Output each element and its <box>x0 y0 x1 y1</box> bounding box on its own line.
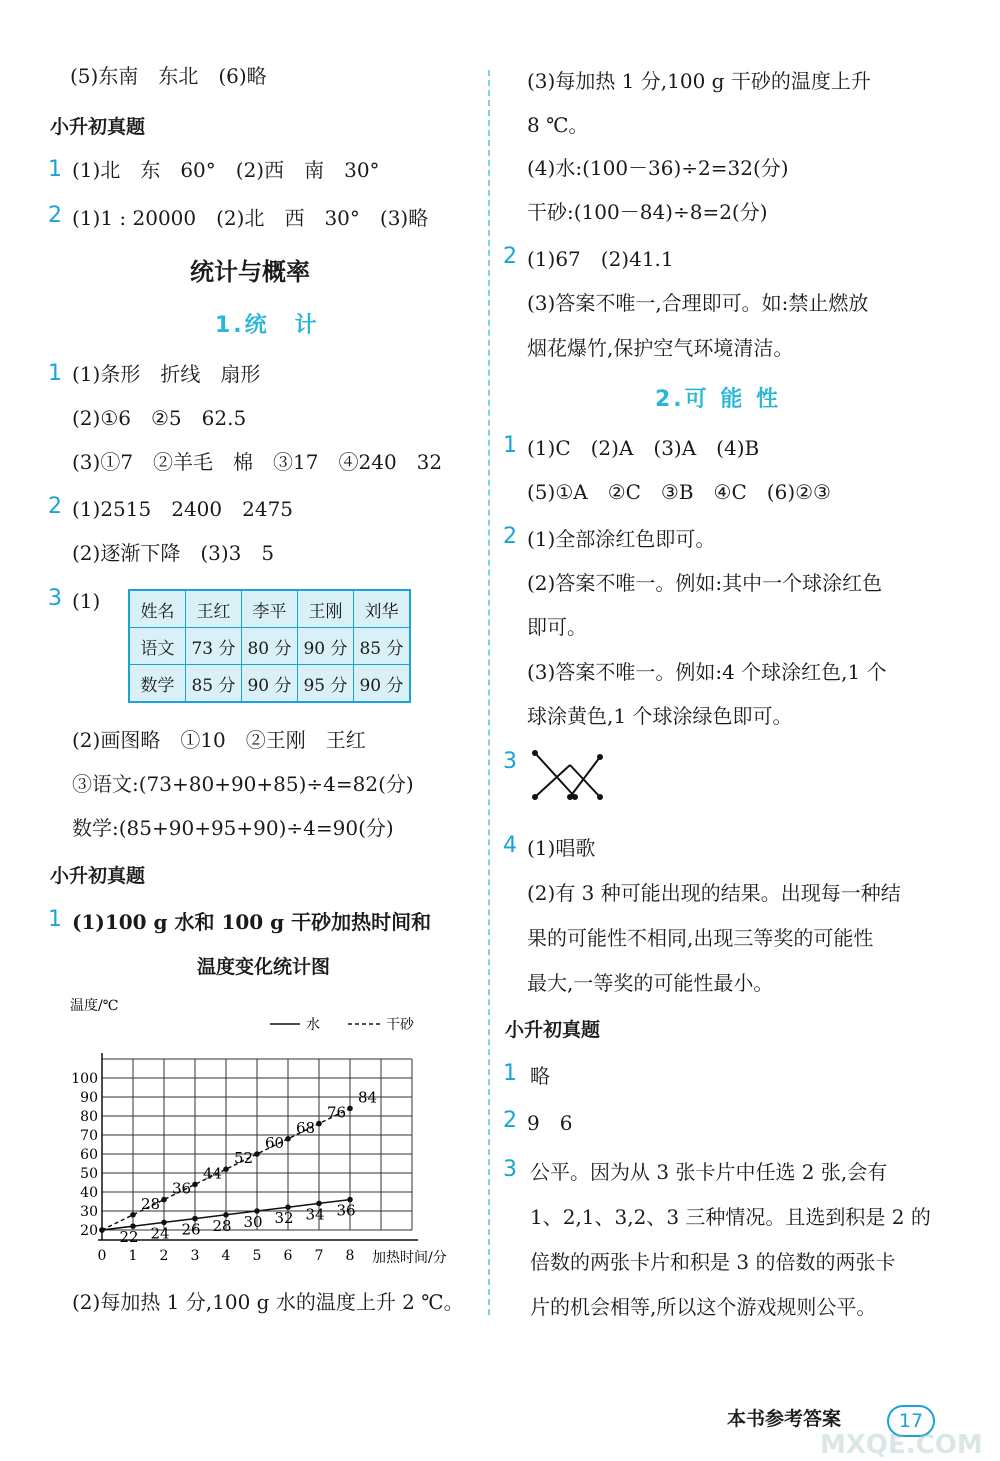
table-cell: 数学 <box>129 665 186 703</box>
score-table <box>128 589 411 703</box>
table-row <box>129 628 410 665</box>
data-point <box>254 1151 260 1157</box>
data-label: 28 <box>141 1194 161 1213</box>
data-label: 36 <box>172 1179 192 1198</box>
table-cell: 90 分 <box>354 665 411 703</box>
data-label: 30 <box>243 1213 263 1231</box>
line-chart <box>60 990 490 1280</box>
x-tick-label: 2 <box>159 1248 169 1264</box>
table-cell: 95 分 <box>298 665 354 703</box>
data-label: 84 <box>358 1088 378 1107</box>
table-cell: 语文 <box>129 628 186 665</box>
text-line: (1)北 东 60° (2)西 南 30° <box>72 158 380 182</box>
y-tick-label: 50 <box>80 1166 98 1182</box>
question-number: 2 <box>503 244 517 269</box>
text-line: (2)有 3 种可能出现的结果。出现每一种结 <box>527 881 901 905</box>
data-label: 52 <box>234 1149 254 1168</box>
text-line: 烟花爆竹,保护空气环境清洁。 <box>527 336 794 360</box>
question-number: 4 <box>503 833 517 858</box>
dot <box>532 794 538 800</box>
data-point <box>130 1212 136 1218</box>
match-line <box>535 765 570 797</box>
table-cell: 90 分 <box>298 628 354 665</box>
text-line: (2)答案不唯一。例如:其中一个球涂红色 <box>527 571 883 595</box>
text-line: 公平。因为从 3 张卡片中任选 2 张,会有 <box>530 1160 888 1184</box>
question-number: 2 <box>503 524 517 549</box>
text-line: 数学:(85+90+95+90)÷4=90(分) <box>72 816 394 840</box>
question-number: 2 <box>48 494 62 519</box>
page-number: 17 <box>887 1405 935 1437</box>
dot <box>532 750 538 756</box>
x-tick-label: 0 <box>97 1248 107 1264</box>
subsection-title: 2.可 能 性 <box>655 387 781 412</box>
data-label: 60 <box>265 1134 285 1152</box>
text-line: (1)C (2)A (3)A (4)B <box>527 436 760 460</box>
text-line: (3)①7 ②羊毛 棉 ③17 ④240 32 <box>72 450 443 474</box>
section-heading: 小升初真题 <box>50 116 146 138</box>
text-line: (5)东南 东北 (6)略 <box>70 64 267 88</box>
data-point <box>316 1121 322 1127</box>
text-line: (1)67 (2)41.1 <box>527 247 674 271</box>
table-cell: 姓名 <box>129 590 186 628</box>
footer-label: 本书参考答案 <box>727 1408 842 1430</box>
question-number: 3 <box>48 586 62 611</box>
text-line: (1) <box>72 589 101 613</box>
x-tick-label: 3 <box>190 1248 200 1264</box>
question-number: 2 <box>503 1108 517 1133</box>
y-tick-label: 80 <box>80 1109 98 1125</box>
dot <box>597 794 603 800</box>
data-label: 28 <box>212 1216 232 1235</box>
text-line: (2)①6 ②5 62.5 <box>72 406 247 430</box>
legend-label: 水 <box>306 1017 320 1033</box>
y-tick-label: 40 <box>80 1185 98 1201</box>
text-line: (2)每加热 1 分,100 g 水的温度上升 2 ℃。 <box>72 1290 464 1314</box>
text-line: 即可。 <box>527 615 587 639</box>
section-heading: 小升初真题 <box>505 1019 601 1041</box>
text-line: (1)条形 折线 扇形 <box>72 362 261 386</box>
question-number: 3 <box>503 749 517 774</box>
table-cell: 王刚 <box>298 590 354 628</box>
text-line: (1)2515 2400 2475 <box>72 497 294 521</box>
y-tick-label: 30 <box>80 1204 98 1220</box>
table-cell: 85 分 <box>186 665 242 703</box>
text-line: 略 <box>530 1064 550 1088</box>
text-line: 最大,一等奖的可能性最小。 <box>527 971 774 995</box>
y-axis-label: 温度/℃ <box>70 998 119 1014</box>
chart-title: 温度变化统计图 <box>197 956 331 978</box>
text-line: 8 ℃。 <box>527 113 589 137</box>
text-line: 片的机会相等,所以这个游戏规则公平。 <box>530 1295 877 1319</box>
dot <box>572 794 578 800</box>
text-line: (5)①A ②C ③B ④C (6)②③ <box>527 480 831 504</box>
question-number: 1 <box>48 157 62 182</box>
watermark <box>800 1408 1000 1461</box>
text-line: ③语文:(73+80+90+85)÷4=82(分) <box>72 772 414 796</box>
question-number: 3 <box>503 1157 517 1182</box>
table-cell: 李平 <box>242 590 298 628</box>
data-label: 36 <box>336 1201 356 1220</box>
table-cell: 85 分 <box>354 628 411 665</box>
text-line: (2)逐渐下降 (3)3 5 <box>72 541 275 565</box>
x-tick-label: 7 <box>314 1248 324 1264</box>
table-cell: 90 分 <box>242 665 298 703</box>
text-line: (4)水:(100－36)÷2=32(分) <box>527 156 789 180</box>
text-line: 1、2,1、3,2、3 三种情况。且选到积是 2 的 <box>530 1205 931 1229</box>
table-cell: 王红 <box>186 590 242 628</box>
watermark-text: MXQE.COM <box>820 1430 983 1460</box>
table-row <box>129 590 410 628</box>
data-label: 22 <box>119 1228 139 1247</box>
y-tick-label: 100 <box>71 1071 98 1087</box>
y-tick-label: 20 <box>80 1223 98 1239</box>
data-label: 34 <box>305 1205 325 1224</box>
data-label: 68 <box>296 1118 316 1137</box>
question-number: 1 <box>503 1061 517 1086</box>
question-number: 1 <box>503 433 517 458</box>
text-line: (1)唱歌 <box>527 836 596 860</box>
y-tick-label: 70 <box>80 1128 98 1144</box>
y-tick-label: 60 <box>80 1147 98 1163</box>
data-point <box>223 1166 229 1172</box>
question-number: 1 <box>48 907 62 932</box>
text-line: (3)答案不唯一,合理即可。如:禁止燃放 <box>527 291 869 315</box>
data-label: 24 <box>150 1224 170 1243</box>
dot <box>597 754 603 760</box>
x-tick-label: 8 <box>345 1248 355 1264</box>
table-cell: 73 分 <box>186 628 242 665</box>
text-line: 干砂:(100－84)÷8=2(分) <box>527 200 768 224</box>
data-label: 26 <box>181 1220 201 1239</box>
table-cell: 80 分 <box>242 628 298 665</box>
data-point <box>285 1136 291 1142</box>
data-point <box>99 1227 105 1233</box>
question-number: 1 <box>48 361 62 386</box>
x-tick-label: 6 <box>283 1248 293 1264</box>
table-row <box>129 665 410 703</box>
table-cell: 刘华 <box>354 590 411 628</box>
x-axis-label: 加热时间/分 <box>372 1250 447 1266</box>
x-tick-label: 1 <box>128 1248 138 1264</box>
text-line: 倍数的两张卡片和积是 3 的倍数的两张卡 <box>530 1250 896 1274</box>
section-heading: 小升初真题 <box>50 865 146 887</box>
text-line: 果的可能性不相同,出现三等奖的可能性 <box>527 926 874 950</box>
text-line: (1)1 : 20000 (2)北 西 30° (3)略 <box>72 206 429 230</box>
text-line: (2)画图略 ①10 ②王刚 王红 <box>72 728 366 752</box>
data-point <box>347 1106 353 1112</box>
text-line: (3)答案不唯一。例如:4 个球涂红色,1 个 <box>527 660 887 684</box>
text-line: (3)每加热 1 分,100 g 干砂的温度上升 <box>527 69 871 93</box>
matching-diagram <box>525 745 615 810</box>
x-tick-label: 5 <box>252 1248 262 1264</box>
text-line: (1)100 g 水和 100 g 干砂加热时间和 <box>72 910 432 934</box>
data-label: 32 <box>274 1209 294 1228</box>
text-line: (1)全部涂红色即可。 <box>527 527 716 551</box>
data-point <box>192 1182 198 1188</box>
data-label: 76 <box>327 1103 347 1122</box>
text-line: 9 6 <box>527 1111 573 1135</box>
question-number: 2 <box>48 203 62 228</box>
text-line: 球涂黄色,1 个球涂绿色即可。 <box>527 704 793 728</box>
y-tick-label: 90 <box>80 1090 98 1106</box>
subsection-title: 1.统 计 <box>215 313 320 338</box>
chapter-title: 统计与概率 <box>190 258 310 286</box>
data-point <box>161 1197 167 1203</box>
x-tick-label: 4 <box>221 1248 231 1264</box>
legend-label: 干砂 <box>386 1017 414 1033</box>
data-label: 44 <box>203 1164 223 1183</box>
